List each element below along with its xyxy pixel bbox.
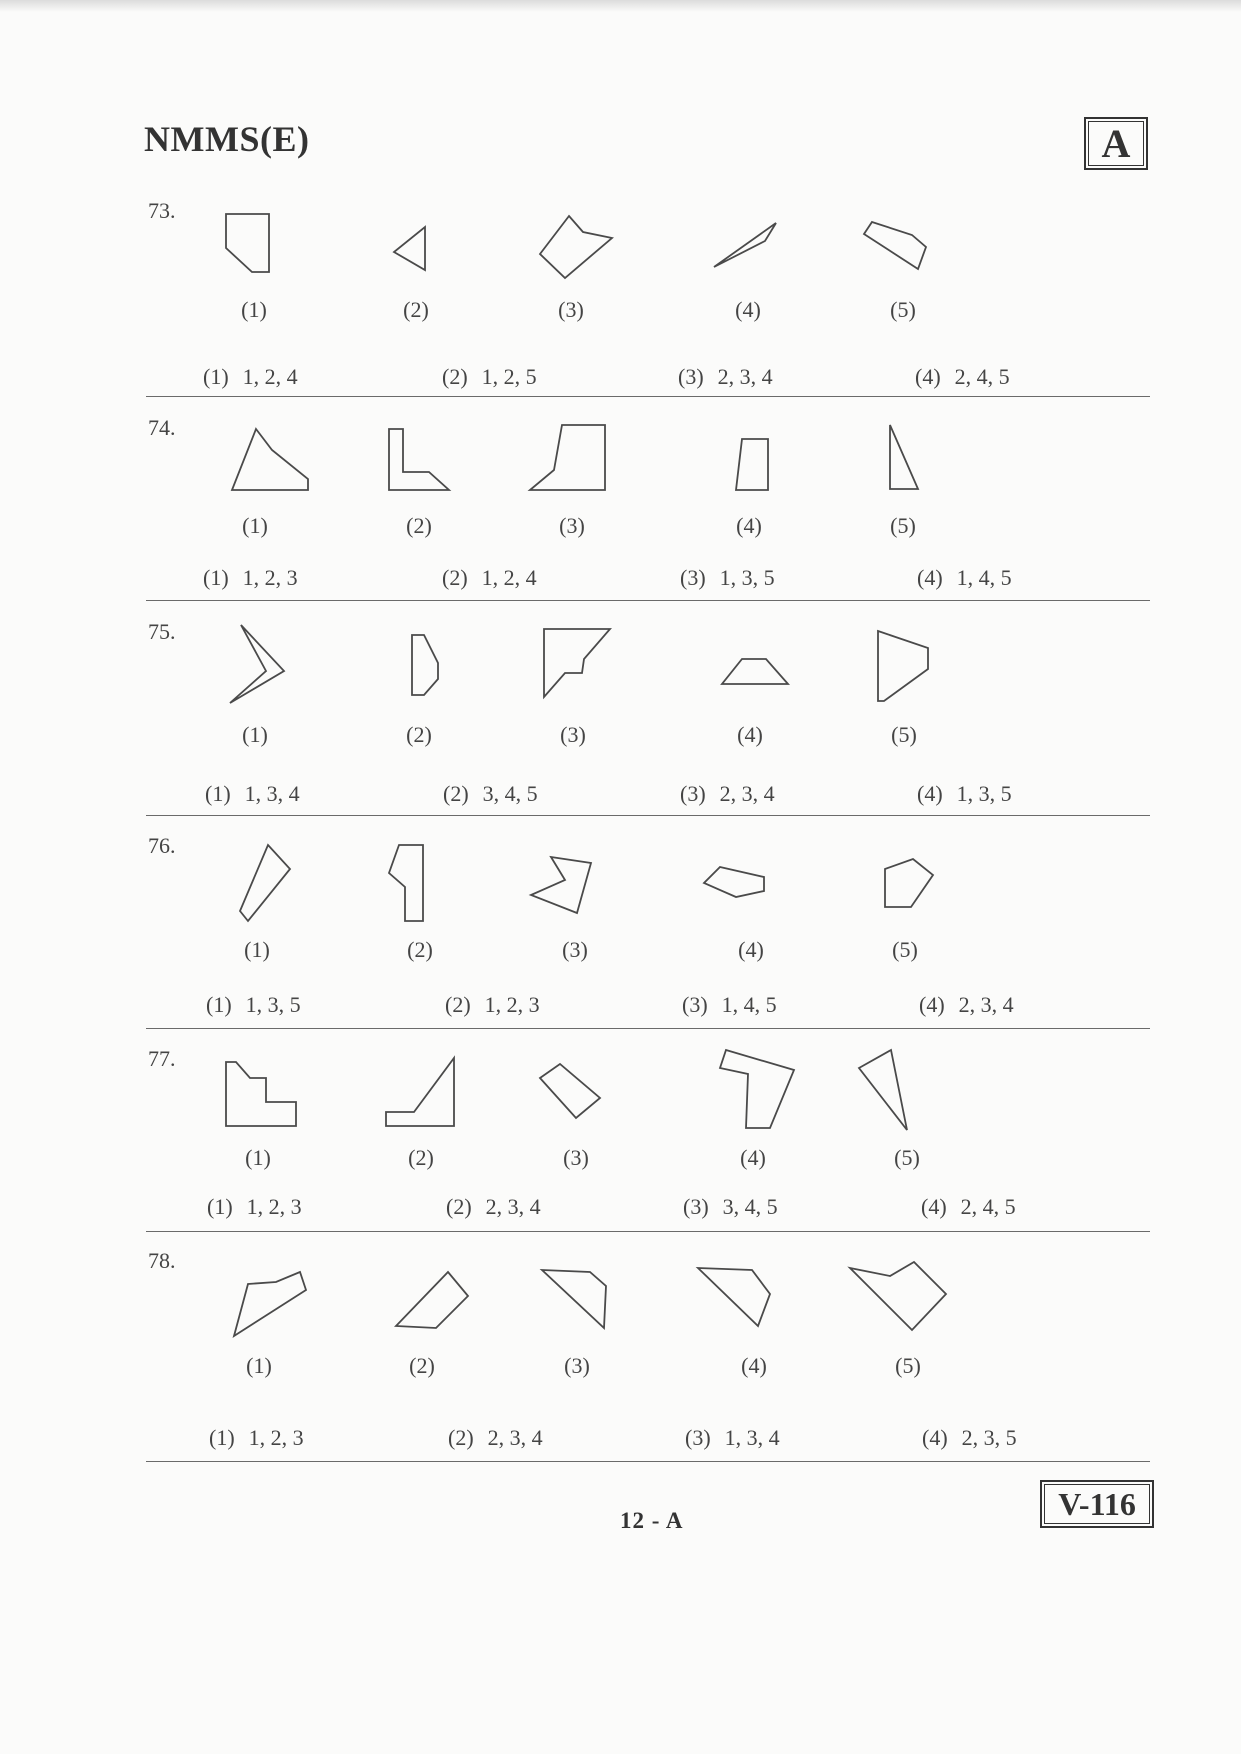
answer-option-1[interactable] (203, 364, 298, 390)
option-text: 3, 4, 5 (722, 1194, 778, 1219)
question-divider (146, 600, 1150, 601)
option-number: (3) (682, 992, 708, 1017)
figure-2-shape (385, 841, 429, 925)
figure-label: (2) (409, 1353, 435, 1378)
question-number: 75. (148, 619, 176, 644)
answer-option-3[interactable] (678, 364, 773, 390)
option-text: 2, 3, 4 (958, 992, 1014, 1017)
figure-5-shape (874, 627, 934, 705)
figure-label: (4) (738, 937, 764, 962)
question-number: 76. (148, 833, 176, 858)
scan-top-edge (0, 0, 1241, 12)
option-text: 2, 3, 4 (487, 1425, 543, 1450)
option-text: 1, 2, 3 (242, 565, 298, 590)
figure-1-shape (230, 1268, 312, 1340)
question-number: 73. (148, 198, 176, 223)
option-number: (2) (442, 565, 468, 590)
answer-option-2[interactable] (443, 781, 538, 807)
figure-5-shape (881, 855, 939, 913)
figure-1-shape (236, 841, 294, 925)
option-number: (1) (209, 1425, 235, 1450)
figure-label: (5) (891, 722, 917, 747)
figure-label: (2) (407, 937, 433, 962)
figure-label: (5) (895, 1353, 921, 1378)
option-number: (4) (921, 1194, 947, 1219)
figure-label: (4) (736, 513, 762, 538)
option-text: 1, 2, 3 (248, 1425, 304, 1450)
figure-2-shape (392, 1268, 472, 1332)
figure-label: (1) (245, 1145, 271, 1170)
figure-5-shape (860, 218, 932, 274)
option-number: (3) (680, 565, 706, 590)
option-text: 1, 3, 4 (724, 1425, 780, 1450)
answer-option-3[interactable] (682, 992, 777, 1018)
figure-2-shape (408, 629, 444, 701)
figure-label: (3) (559, 513, 585, 538)
option-number: (3) (678, 364, 704, 389)
answer-option-2[interactable] (442, 364, 537, 390)
answer-option-1[interactable] (209, 1425, 304, 1451)
option-text: 1, 2, 3 (246, 1194, 302, 1219)
answer-option-4[interactable] (917, 565, 1012, 591)
option-number: (3) (683, 1194, 709, 1219)
option-number: (3) (680, 781, 706, 806)
figure-4-shape (710, 219, 782, 271)
figure-5-shape (884, 419, 924, 495)
question-74 (0, 415, 1241, 615)
figure-4-shape (716, 1046, 796, 1134)
answer-option-1[interactable] (207, 1194, 302, 1220)
answer-option-3[interactable] (680, 781, 775, 807)
figure-label: (5) (894, 1145, 920, 1170)
figure-4-shape (732, 435, 774, 495)
option-number: (4) (919, 992, 945, 1017)
figure-label: (5) (892, 937, 918, 962)
option-number: (4) (917, 781, 943, 806)
figure-label: (1) (242, 513, 268, 538)
option-text: 1, 3, 5 (245, 992, 301, 1017)
page-number: 12 - A (620, 1508, 684, 1533)
figure-3-shape (527, 853, 597, 917)
figure-3-shape (540, 625, 614, 701)
figure-label: (2) (403, 297, 429, 322)
answer-option-3[interactable] (680, 565, 775, 591)
question-number: 74. (148, 415, 176, 440)
option-text: 2, 4, 5 (954, 364, 1010, 389)
question-78 (0, 1248, 1241, 1448)
answer-option-4[interactable] (921, 1194, 1016, 1220)
option-text: 3, 4, 5 (482, 781, 538, 806)
option-text: 1, 2, 3 (484, 992, 540, 1017)
answer-option-4[interactable] (917, 781, 1012, 807)
question-divider (146, 1028, 1150, 1029)
option-number: (1) (203, 364, 229, 389)
question-divider (146, 1461, 1150, 1462)
answer-option-3[interactable] (683, 1194, 778, 1220)
figure-5-shape (846, 1258, 950, 1334)
figure-label: (1) (241, 297, 267, 322)
figure-1-shape (222, 1058, 300, 1130)
figure-label: (3) (563, 1145, 589, 1170)
figure-label: (5) (890, 513, 916, 538)
answer-option-1[interactable] (205, 781, 300, 807)
figure-3-shape (538, 1266, 610, 1332)
question-divider (146, 396, 1150, 397)
set-code-box: A (1084, 117, 1148, 170)
option-number: (1) (203, 565, 229, 590)
figure-1-shape (228, 425, 312, 495)
answer-option-4[interactable] (919, 992, 1014, 1018)
option-text: 1, 3, 4 (244, 781, 300, 806)
figure-label: (4) (737, 722, 763, 747)
option-text: 2, 3, 4 (719, 781, 775, 806)
option-text: 1, 4, 5 (956, 565, 1012, 590)
answer-option-1[interactable] (203, 565, 298, 591)
figure-label: (3) (562, 937, 588, 962)
figure-2-shape (390, 223, 430, 275)
figure-3-shape (536, 212, 618, 282)
figure-label: (3) (560, 722, 586, 747)
question-number: 77. (148, 1046, 176, 1071)
answer-option-2[interactable] (442, 565, 537, 591)
option-text: 2, 3, 4 (717, 364, 773, 389)
option-number: (2) (442, 364, 468, 389)
answer-option-2[interactable] (446, 1194, 541, 1220)
option-text: 1, 3, 5 (956, 781, 1012, 806)
option-text: 1, 4, 5 (721, 992, 777, 1017)
figure-3-shape (526, 419, 610, 495)
figure-label: (1) (246, 1353, 272, 1378)
booklet-code-box: V-116 (1040, 1480, 1154, 1528)
question-77 (0, 1046, 1241, 1246)
question-divider (146, 1231, 1150, 1232)
question-number: 78. (148, 1248, 176, 1273)
figure-4-shape (694, 1264, 774, 1330)
option-text: 2, 3, 5 (961, 1425, 1017, 1450)
option-text: 2, 4, 5 (960, 1194, 1016, 1219)
figure-label: (2) (406, 722, 432, 747)
figure-label: (1) (242, 722, 268, 747)
option-text: 2, 3, 4 (485, 1194, 541, 1219)
figure-3-shape (536, 1060, 604, 1122)
option-number: (4) (917, 565, 943, 590)
answer-option-1[interactable] (206, 992, 301, 1018)
option-number: (1) (207, 1194, 233, 1219)
figure-label: (5) (890, 297, 916, 322)
option-text: 1, 3, 5 (719, 565, 775, 590)
question-76 (0, 833, 1241, 1033)
figure-label: (4) (741, 1353, 767, 1378)
figure-5-shape (855, 1046, 911, 1134)
figure-label: (2) (408, 1145, 434, 1170)
figure-label: (4) (735, 297, 761, 322)
answer-option-2[interactable] (448, 1425, 543, 1451)
figure-label: (3) (564, 1353, 590, 1378)
figure-2-shape (385, 425, 455, 495)
answer-option-4[interactable] (915, 364, 1010, 390)
figure-4-shape (700, 863, 772, 903)
figure-label: (2) (406, 513, 432, 538)
question-divider (146, 815, 1150, 816)
figure-label: (4) (740, 1145, 766, 1170)
figure-2-shape (382, 1054, 458, 1130)
option-number: (1) (206, 992, 232, 1017)
option-number: (2) (446, 1194, 472, 1219)
option-number: (4) (915, 364, 941, 389)
figure-4-shape (718, 655, 792, 689)
answer-option-4[interactable] (922, 1425, 1017, 1451)
option-text: 1, 2, 4 (481, 565, 537, 590)
figure-1-shape (222, 210, 282, 282)
figure-label: (1) (244, 937, 270, 962)
option-number: (3) (685, 1425, 711, 1450)
option-text: 1, 2, 4 (242, 364, 298, 389)
option-number: (2) (445, 992, 471, 1017)
answer-option-2[interactable] (445, 992, 540, 1018)
question-75 (0, 619, 1241, 819)
answer-option-3[interactable] (685, 1425, 780, 1451)
figure-1-shape (226, 621, 288, 707)
exam-title: NMMS(E) (144, 119, 310, 159)
option-number: (4) (922, 1425, 948, 1450)
option-number: (1) (205, 781, 231, 806)
option-number: (2) (443, 781, 469, 806)
option-number: (2) (448, 1425, 474, 1450)
figure-label: (3) (558, 297, 584, 322)
question-73 (0, 198, 1241, 398)
option-text: 1, 2, 5 (481, 364, 537, 389)
